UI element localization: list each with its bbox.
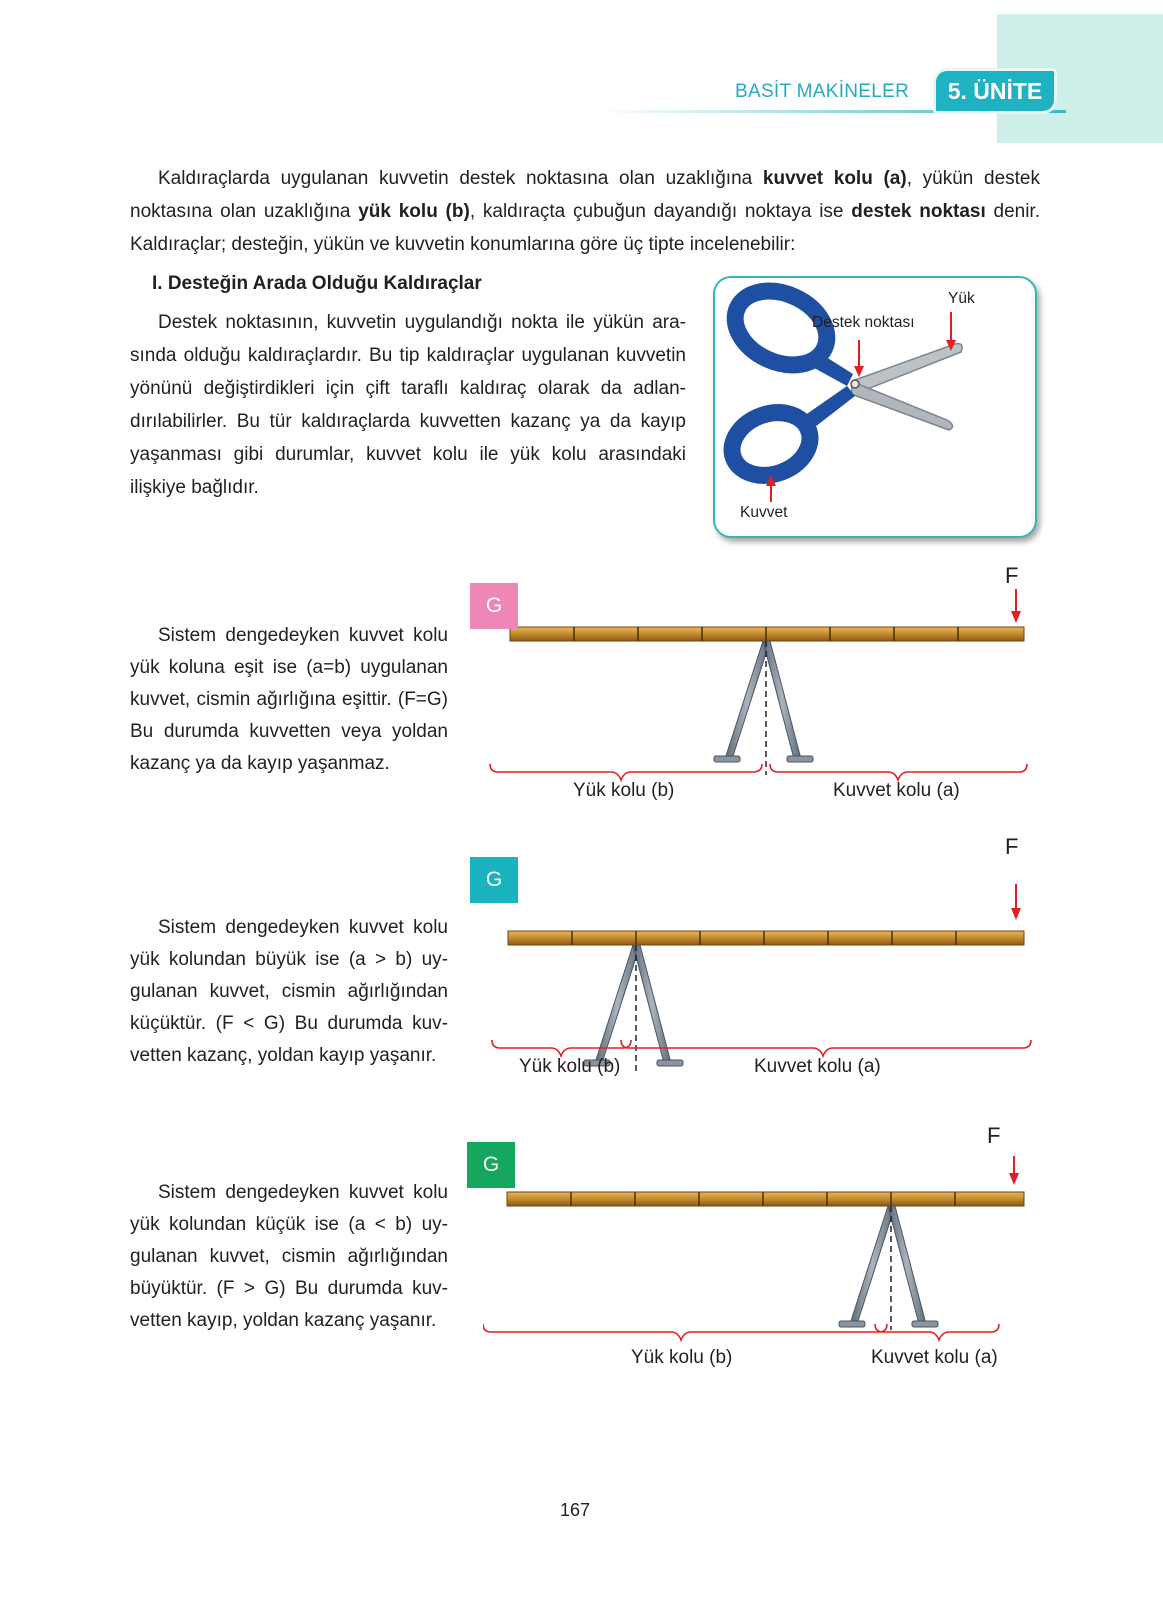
case-greater-text: Sistem dengedeyken kuvvet kolu yük kolundan büyük ise (a > b) uygulanan kuvvet, cismin ağırlığından küçüktür. (F < G) Bu durumda kuvvetten kazanç, yoldan kayıp yaşanır. bbox=[130, 917, 448, 1066]
load-arm-label: Yük kolu (b) bbox=[573, 780, 675, 801]
scissors-figure bbox=[713, 276, 1037, 538]
load-label: Yük bbox=[948, 290, 975, 307]
fulcrum-leg-left bbox=[595, 945, 640, 1063]
lever-svg bbox=[483, 860, 1053, 1120]
force-arrow-head bbox=[1009, 1173, 1019, 1185]
fulcrum-foot-right bbox=[787, 756, 813, 762]
load-arm-label: Yük kolu (b) bbox=[631, 1347, 733, 1368]
load-arm-brace bbox=[483, 1324, 887, 1340]
load-arm-brace bbox=[492, 1040, 631, 1056]
force-arrow-head bbox=[1011, 908, 1021, 920]
fulcrum-leg-right bbox=[633, 945, 671, 1063]
load-arm-label: Yük kolu (b) bbox=[519, 1056, 621, 1077]
intro-text: , yükün destek noktasına olan uzaklığına bbox=[130, 168, 1040, 222]
force-arm-label: Kuvvet kolu (a) bbox=[754, 1056, 881, 1077]
lever-svg bbox=[483, 575, 1053, 835]
load-box: G bbox=[470, 583, 518, 629]
scissors-handle-lower-arm bbox=[801, 386, 855, 430]
fulcrum-foot-left bbox=[714, 756, 740, 762]
case-equal-text: Sistem dengedeyken kuvvet kolu yük koluna eşit ise (a=b) uygulanan kuvvet, cismin ağırlığına eşittir. (F=G) Bu durumda kuvvetten veya yoldan kazanç ya da kayıp yaşanmaz. bbox=[130, 625, 448, 774]
intro-paragraph bbox=[130, 162, 1040, 261]
fulcrum-leg-left bbox=[725, 641, 770, 759]
lever-diagram-equal bbox=[483, 563, 1053, 835]
intro-text: , kaldıraçta çubuğun dayandığı noktaya ise bbox=[469, 201, 852, 222]
load-box: G bbox=[467, 1142, 515, 1188]
lever-bar bbox=[510, 627, 1024, 641]
fulcrum-leg-right bbox=[763, 641, 801, 759]
lever-diagram-greater bbox=[483, 834, 1053, 1120]
fulcrum-foot-right bbox=[657, 1060, 683, 1066]
fulcrum-arrow-head bbox=[854, 366, 864, 377]
page-number: 167 bbox=[560, 1500, 591, 1520]
scissors-handle-lower bbox=[723, 402, 819, 486]
force-arm-label: Kuvvet kolu (a) bbox=[871, 1347, 998, 1368]
subsection-body: Destek noktasının, kuvvetin uygulandığı nokta ile yükün arasında olduğu kaldıraçlardır. Bu tip kaldıraçlar uygulanan kuvvetin yönünü değiştirdikleri için çift taraflı kaldıraç olarak da adlandırılabilirler. Bu tür kaldıraçlarda kuvvetten kazanç ya da kayıp yaşanması gibi durumlar, kuvvet kolu ile yük kolu arasındaki ilişkiye bağlıdır. bbox=[130, 312, 686, 498]
subsection-heading: I. Desteğin Arada Olduğu Kaldıraçlar bbox=[152, 273, 482, 294]
force-label: F bbox=[1005, 563, 1019, 588]
lever-diagram-smaller bbox=[482, 1123, 1053, 1400]
scissors-blade-upper bbox=[855, 344, 962, 390]
force-arrow-head bbox=[1011, 611, 1021, 623]
load-box: G bbox=[470, 857, 518, 903]
fulcrum-label: Destek noktası bbox=[812, 314, 915, 331]
term-load-arm: yük kolu (b) bbox=[358, 201, 470, 222]
lever-bar bbox=[507, 1192, 1024, 1206]
fulcrum-foot-left bbox=[839, 1321, 865, 1327]
scissors-pivot bbox=[851, 380, 859, 388]
fulcrum-leg-right bbox=[888, 1206, 926, 1324]
lever-bar bbox=[508, 931, 1024, 945]
force-arm-label: Kuvvet kolu (a) bbox=[833, 780, 960, 801]
scissors-blade-lower bbox=[851, 382, 953, 430]
force-arm-brace bbox=[770, 764, 1027, 780]
fulcrum-foot-right bbox=[912, 1321, 938, 1327]
intro-text: Kaldıraçlarda uygulanan kuvvetin destek noktasına olan uzaklığına bbox=[158, 168, 763, 189]
force-label: Kuvvet bbox=[740, 504, 788, 521]
case-smaller-text: Sistem dengedeyken kuvvet kolu yük kolundan küçük ise (a < b) uygulanan kuvvet, cismin ağırlığından büyüktür. (F > G) Bu durumda kuvvetten kayıp, yoldan kazanç yaşanır. bbox=[130, 1182, 448, 1331]
force-arm-brace bbox=[621, 1040, 1031, 1056]
intro-text: denir. Kaldıraçlar; desteğin, yükün ve kuvvetin konumlarına göre üç tipte incelenebilir: bbox=[130, 201, 1040, 255]
unit-badge: 5. ÜNİTE bbox=[933, 68, 1057, 114]
section-title: BASİT MAKİNELER bbox=[735, 81, 910, 102]
fulcrum-leg-left bbox=[850, 1206, 895, 1324]
load-arm-brace bbox=[490, 764, 762, 780]
term-force-arm: kuvvet kolu (a) bbox=[762, 168, 907, 189]
term-fulcrum: destek noktası bbox=[851, 201, 986, 222]
force-label: F bbox=[987, 1123, 1001, 1148]
force-label: F bbox=[1005, 834, 1019, 859]
